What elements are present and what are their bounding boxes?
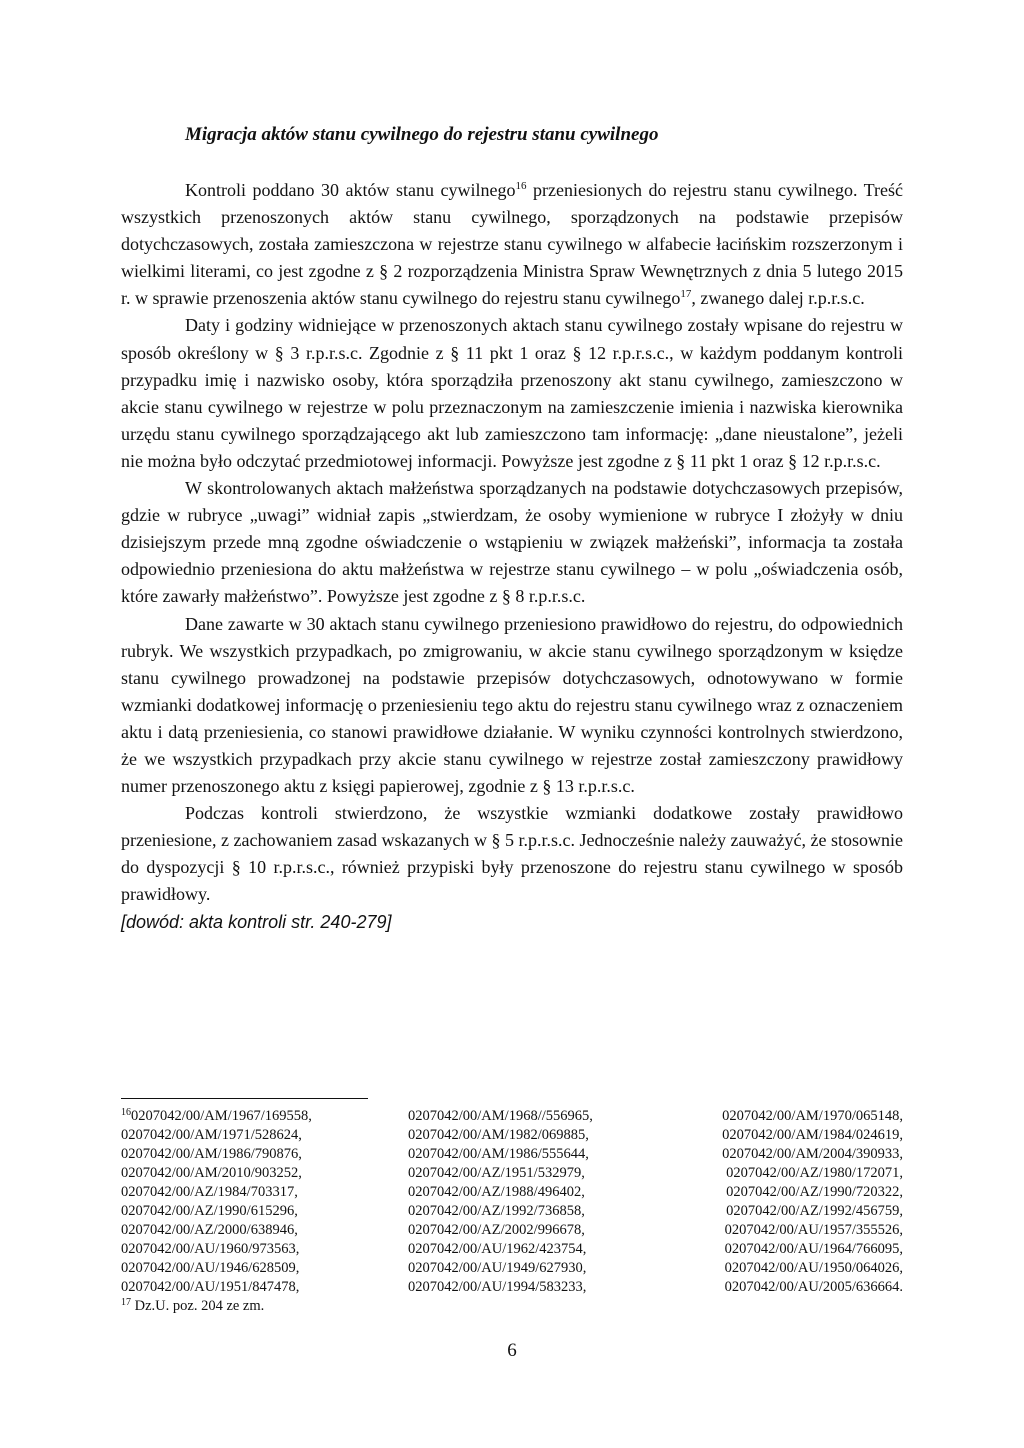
footnote-16-item: 0207042/00/AM/1971/528624,	[121, 1127, 302, 1143]
footnote-16-item: 0207042/00/AZ/1980/172071,	[726, 1165, 903, 1181]
footnote-17-marker: 17	[121, 1297, 131, 1308]
page-number: 6	[507, 1340, 517, 1361]
footnote-16-item: 0207042/00/AZ/1990/615296,	[121, 1203, 298, 1219]
paragraph-5: Podczas kontroli stwierdzono, że wszystkie wzmianki dodatkowe zostały prawidłowo przeniesione, z zachowaniem zasad wskazanych w § 5 r.p.r.s.c. Jednocześnie należy zauważyć, że stosownie do dyspozycji § 10 r.p.r.s.c., również przypiski były przenoszone do rejestru stanu cywilnego w sposób prawidłowy.	[121, 803, 903, 905]
evidence-note	[121, 909, 903, 936]
footnote-17-text: Dz.U. poz. 204 ze zm.	[131, 1298, 265, 1314]
footnote-16-item: 0207042/00/AU/1962/423754,	[408, 1241, 587, 1257]
footnote-16-item: 0207042/00/AZ/1992/736858,	[408, 1203, 585, 1219]
footnote-17	[121, 1297, 903, 1316]
paragraph-1-text-a: Kontroli poddano 30 aktów stanu cywilnego	[185, 180, 516, 200]
footnote-ref-17[interactable]: 17	[680, 288, 692, 301]
section-heading: Migracja aktów stanu cywilnego do rejestru stanu cywilnego	[185, 124, 659, 145]
footnote-16-item: 0207042/00/AM/1982/069885,	[408, 1127, 589, 1143]
footnote-separator	[121, 1098, 368, 1099]
footnote-16-item: 0207042/00/AZ/1992/456759,	[726, 1203, 903, 1219]
footnote-16-item: 0207042/00/AM/1986/790876,	[121, 1146, 302, 1162]
footnote-16-item: 0207042/00/AM/1984/024619,	[722, 1127, 903, 1143]
footnote-16-item: 0207042/00/AU/1994/583233,	[408, 1279, 587, 1295]
footnote-16-item: 0207042/00/AU/1960/973563,	[121, 1241, 300, 1257]
footnote-16-marker: 16	[121, 1107, 131, 1118]
footnote-16-item: 0207042/00/AZ/1984/703317,	[121, 1184, 298, 1200]
footnotes	[121, 1107, 903, 1316]
footnote-16-item: 0207042/00/AU/1946/628509,	[121, 1260, 300, 1276]
footnote-16-item: 0207042/00/AZ/1990/720322,	[726, 1184, 903, 1200]
footnote-16-item: 0207042/00/AZ/1951/532979,	[408, 1165, 585, 1181]
evidence-reference: [dowód: akta kontroli str. 240-279]	[121, 911, 392, 932]
footnote-16-item: 0207042/00/AM/1986/555644,	[408, 1146, 589, 1162]
footnote-16-item: 0207042/00/AU/1964/766095,	[724, 1241, 903, 1257]
paragraph-1-text-c: , zwanego dalej r.p.r.s.c.	[691, 288, 865, 309]
paragraph-1-text-b: przeniesionych do rejestru stanu cywilnego. Treść wszystkich przenoszonych aktów stanu cywilnego, sporządzonych na podstawie przepisów dotychczasowych, została zamieszczona w rejestrze stanu cywilnego w alfabecie łacińskim rozszerzonym i wielkimi literami, co jest zgodne z § 2 rozporządzenia Ministra Spraw Wewnętrznych z dnia 5 lutego 2015 r. w sprawie przenoszenia aktów stanu cywilnego do rejestru stanu cywilnego	[121, 180, 904, 309]
paragraph-4: Dane zawarte w 30 aktach stanu cywilnego przeniesiono prawidłowo do rejestru, do odpowiednich rubryk. We wszystkich przypadkach, po zmigrowaniu, w akcie stanu cywilnego sporządzonym w księdze stanu cywilnego prowadzonej na podstawie przepisów dotychczasowych, odnotowywano w formie wzmianki dodatkowej informację o przeniesieniu tego aktu do rejestru stanu cywilnego wraz z oznaczeniem aktu i datą przeniesienia, co stanowi prawidłowe działanie. W wyniku czynności kontrolnych stwierdzono, że we wszystkich przypadkach przy akcie stanu cywilnego w rejestrze został zamieszczony prawidłowy numer przenoszonego aktu z księgi papierowej, zgodnie z § 13 r.p.r.s.c.	[121, 613, 903, 797]
body-text	[121, 177, 903, 936]
footnote-16-item: 0207042/00/AM/2004/390933,	[722, 1146, 903, 1162]
footnote-16-list	[121, 1107, 903, 1297]
footnote-16-item: 0207042/00/AZ/1988/496402,	[408, 1184, 585, 1200]
footnote-16-item: 0207042/00/AU/2005/636664.	[724, 1279, 903, 1295]
footnote-16-item: 0207042/00/AM/1968//556965,	[408, 1108, 593, 1124]
footnote-16-item: 0207042/00/AM/1967/169558,	[131, 1108, 312, 1124]
footnote-16-item: 0207042/00/AU/1949/627930,	[408, 1260, 587, 1276]
paragraph-3: W skontrolowanych aktach małżeństwa sporządzanych na podstawie dotychczasowych przepisów, gdzie w rubryce „uwagi” widniał zapis „stwierdzam, że osoby wymienione w rubryce I złożyły w dniu dzisiejszym przede mną zgodne oświadczenie o wstąpieniu w związek małżeński”, informacja ta została odpowiednio przeniesiona do aktu małżeństwa w rejestrze stanu cywilnego – w polu „oświadczenia osób, które zawarły małżeństwo”. Powyższe jest zgodne z § 8 r.p.r.s.c.	[121, 478, 903, 607]
footnote-16-item: 0207042/00/AZ/2000/638946,	[121, 1222, 298, 1238]
footnote-16-item: 0207042/00/AU/1957/355526,	[724, 1222, 903, 1238]
footnote-16-item: 0207042/00/AZ/2002/996678,	[408, 1222, 585, 1238]
paragraph-1	[121, 177, 903, 312]
footnote-16-item: 0207042/00/AU/1950/064026,	[724, 1260, 903, 1276]
footnote-16-item: 0207042/00/AM/1970/065148,	[722, 1108, 903, 1124]
paragraph-2: Daty i godziny widniejące w przenoszonych aktach stanu cywilnego zostały wpisane do rejestru w sposób określony w § 3 r.p.r.s.c. Zgodnie z § 11 pkt 1 oraz § 12 r.p.r.s.c., w każdym poddanym kontroli przypadku imię i nazwisko osoby, która sporządziła przenoszony akt stanu cywilnego, zamieszczono w akcie stanu cywilnego w rejestrze w polu przeznaczonym na zamieszczenie imienia i nazwiska kierownika urzędu stanu cywilnego sporządzającego akt lub zamieszczono tam informację: „dane nieustalone”, jeżeli nie można było odczytać przedmiotowej informacji. Powyższe jest zgodne z § 11 pkt 1 oraz § 12 r.p.r.s.c.	[121, 315, 903, 471]
footnote-16-item: 0207042/00/AU/1951/847478,	[121, 1279, 300, 1295]
footnote-16-first	[121, 1107, 408, 1126]
footnote-16-item: 0207042/00/AM/2010/903252,	[121, 1165, 302, 1181]
footnote-ref-16[interactable]: 16	[515, 180, 527, 192]
